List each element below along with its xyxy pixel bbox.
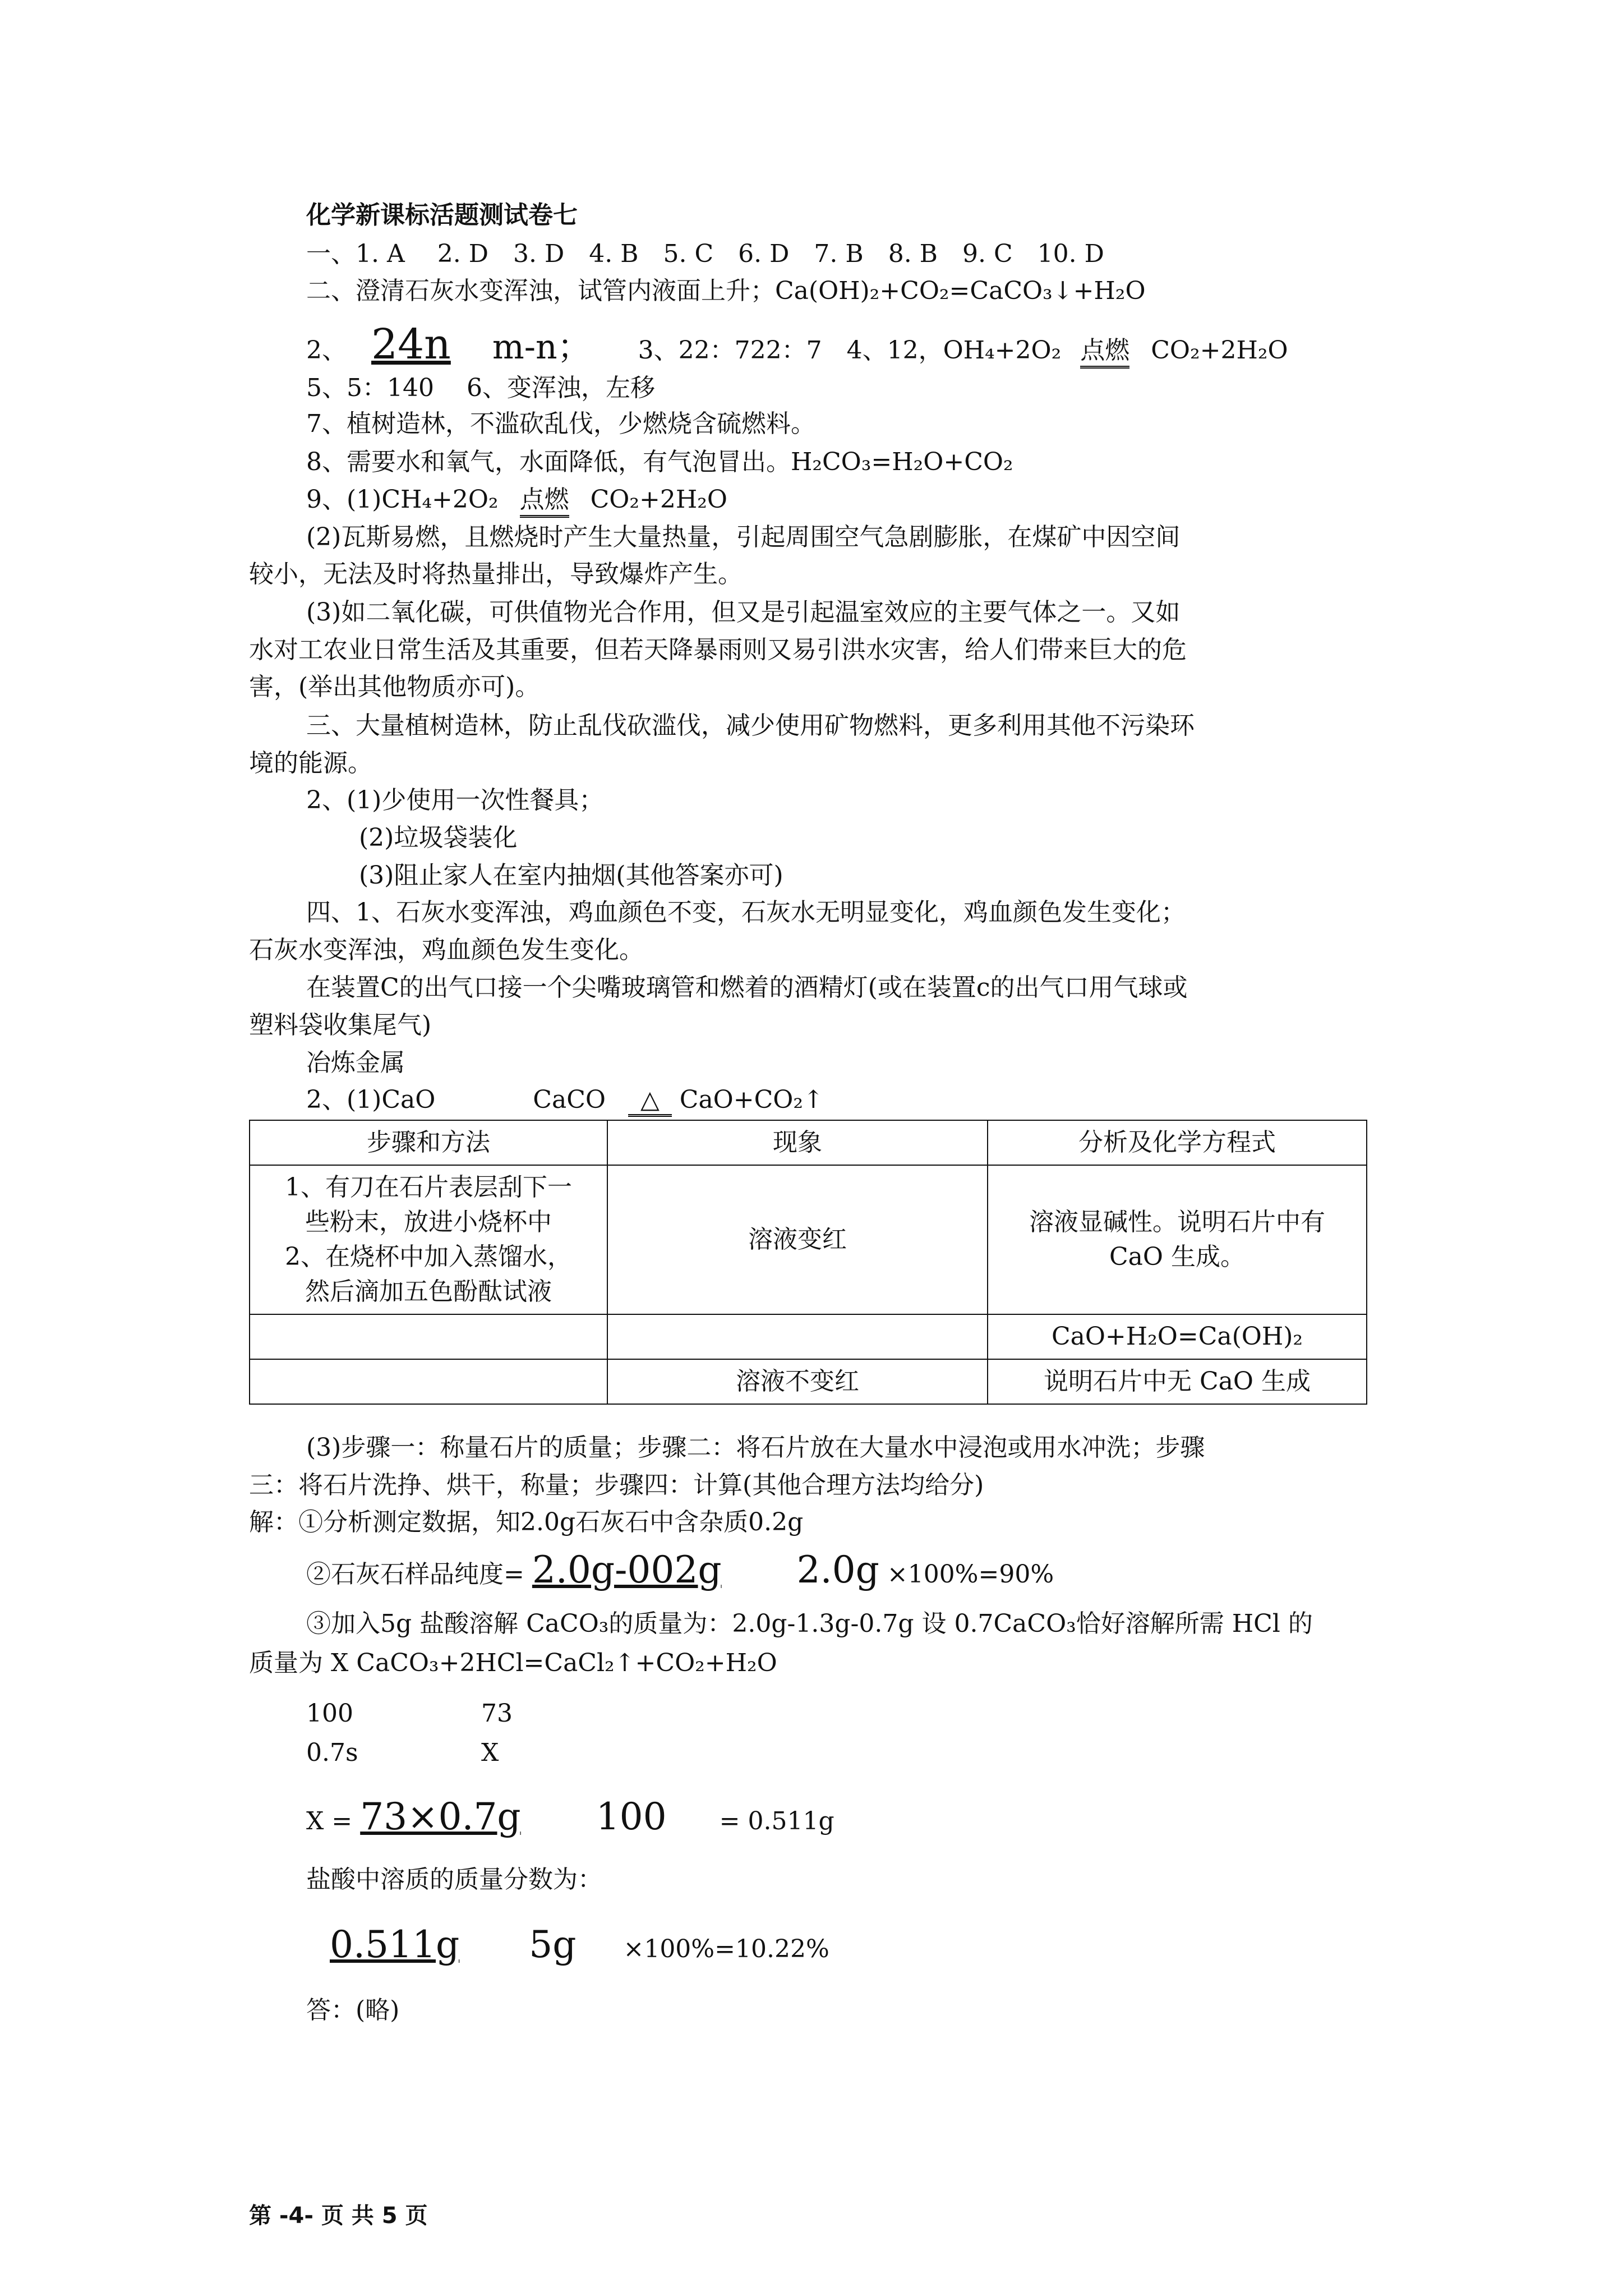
table-header-row xyxy=(250,1120,1367,1165)
answer-9-equation xyxy=(306,484,727,516)
header-phenomenon: 现象 xyxy=(607,1120,988,1165)
x-label: X = xyxy=(306,1807,353,1835)
ratio-value: 73 xyxy=(481,1699,513,1728)
fraction-numerator: 0.511g xyxy=(330,1923,460,1966)
table-row xyxy=(250,1314,1367,1359)
answer-8: 8、需要水和氧气，水面降低，有气泡冒出。H₂CO₃=H₂O+CO₂ xyxy=(306,448,1013,476)
paragraph-3-line-1: (3)如二氧化碳，可供值物光合作用，但又是引起温室效应的主要气体之一。又如 xyxy=(306,598,1181,627)
x-numerator: 73×0.7g xyxy=(360,1795,521,1838)
paragraph-2-line-2: 较小，无法及时将热量排出，导致爆炸产生。 xyxy=(249,560,743,588)
paragraph-4-line-1: 三、大量植树造林，防止乱伐砍滥伐，减少使用矿物燃料，更多利用其他不污染环 xyxy=(306,711,1195,740)
heat-condition: △ xyxy=(628,1085,672,1117)
answers-part2: 二、澄清石灰水变浑浊，试管内液面上升；Ca(OH)₂+CO₂=CaCO₃↓+H₂O xyxy=(306,277,1146,305)
step-text: 2、在烧杯中加入蒸馏水， xyxy=(285,1243,572,1271)
solution-step-2 xyxy=(306,1548,1054,1591)
paragraph-2-line-1: (2)瓦斯易燃，且燃烧时产生大量热量，引起周围空气急剧膨胀，在煤矿中因空间 xyxy=(306,523,1181,551)
answer-3-4: 3、22：722：7 4、12，OH₄+2O₂ xyxy=(638,336,1062,365)
header-steps: 步骤和方法 xyxy=(250,1120,607,1165)
paragraph-5-line-1: 四、1、石灰水变浑浊，鸡血颜色不变，石灰水无明显变化，鸡血颜色发生变化； xyxy=(306,898,1186,927)
ratio-line-2 xyxy=(306,1737,499,1769)
fraction-denominator: m-n； xyxy=(492,328,591,367)
answer-decomposition xyxy=(306,1084,824,1116)
x-denominator: 100 xyxy=(596,1795,667,1838)
table-row xyxy=(250,1165,1367,1314)
cell-analysis xyxy=(988,1165,1367,1314)
purity-denominator: 2.0g xyxy=(796,1548,879,1591)
fraction-numerator: 24n xyxy=(371,320,451,369)
page-footer: 第 -4- 页 共 5 页 xyxy=(249,2203,428,2229)
cell-analysis: CaO+H₂O=Ca(OH)₂ xyxy=(988,1314,1367,1359)
solution-step-1: 解：①分析测定数据，知2.0g石灰石中含杂质0.2g xyxy=(249,1508,804,1536)
purity-numerator: 2.0g-002g xyxy=(532,1548,722,1591)
cell-steps xyxy=(250,1314,607,1359)
step-text: 1、有刀在石片表层刮下一 xyxy=(285,1173,572,1202)
cell-analysis: 说明石片中无 CaO 生成 xyxy=(988,1359,1367,1404)
answer-sub-1: 2、(1)少使用一次性餐具； xyxy=(306,786,604,815)
ratio-value: 100 xyxy=(306,1699,353,1728)
cell-phenomenon xyxy=(607,1314,988,1359)
paragraph-3-line-3: 害，(举出其他物质亦可)。 xyxy=(249,673,540,701)
paragraph-4-line-2: 境的能源。 xyxy=(249,749,372,777)
paragraph-6-line-1: 在装置C的出气口接一个尖嘴玻璃管和燃着的酒精灯(或在装置c的出气口用气球或 xyxy=(306,973,1188,1002)
paragraph-3-line-2: 水对工农业日常生活及其重要，但若天降暴雨则又易引洪水灾害，给人们带来巨大的危 xyxy=(249,636,1187,664)
calculation-x xyxy=(306,1795,834,1838)
reactant: CaCO xyxy=(533,1085,606,1114)
paragraph-7-line-1: (3)步骤一：称量石片的质量；步骤二：将石片放在大量水中浸泡或用水冲洗；步骤 xyxy=(306,1433,1205,1462)
paragraph-8-line-2: 质量为 X CaCO₃+2HCl=CaCl₂↑+CO₂+H₂O xyxy=(249,1649,777,1677)
answers-part1: 一、1. A 2. D 3. D 4. B 5. C 6. D 7. B 8. B 9. C 10. D xyxy=(306,240,1104,268)
ignite-condition: 点燃 xyxy=(1080,336,1129,369)
answer-line-2-3-4 xyxy=(306,320,1288,369)
mass-fraction-label: 盐酸中溶质的质量分数为： xyxy=(306,1865,602,1894)
answer-7: 7、植树造林，不滥砍乱伐，少燃烧含硫燃料。 xyxy=(306,409,815,438)
cell-phenomenon: 溶液不变红 xyxy=(607,1359,988,1404)
fraction-denominator: 5g xyxy=(529,1923,577,1966)
ratio-value: 0.7s xyxy=(306,1738,358,1767)
cell-steps xyxy=(250,1165,607,1314)
answer-sub-2: (2)垃圾袋装化 xyxy=(359,823,518,852)
smelting-metal: 冶炼金属 xyxy=(306,1048,405,1077)
document-title: 化学新课标活题测试卷七 xyxy=(306,201,578,229)
paragraph-7-line-2: 三：将石片洗挣、烘干，称量；步骤四：计算(其他合理方法均给分) xyxy=(249,1471,984,1499)
purity-label: ②石灰石样品纯度= xyxy=(306,1560,524,1589)
answer-label: 2、(1)CaO xyxy=(306,1085,436,1114)
products: CO₂+2H₂O xyxy=(590,485,727,514)
paragraph-5-line-2: 石灰水变浑浊，鸡血颜色发生变化。 xyxy=(249,936,644,964)
step-text: 然后滴加五色酚酞试液 xyxy=(305,1277,552,1306)
product: CO₂+2H₂O xyxy=(1151,336,1288,365)
experiment-table xyxy=(249,1120,1367,1405)
purity-result: ×100%=90% xyxy=(887,1560,1054,1589)
ratio-line-1 xyxy=(306,1697,513,1730)
reactants: 9、(1)CH₄+2O₂ xyxy=(306,485,499,514)
fraction-result: ×100%=10.22% xyxy=(623,1935,829,1963)
cell-steps xyxy=(250,1359,607,1404)
cell-phenomenon: 溶液变红 xyxy=(607,1165,988,1314)
answers-5-6: 5、5：140 6、变浑浊，左移 xyxy=(306,374,655,402)
products: CaO+CO₂↑ xyxy=(679,1085,824,1114)
table-row xyxy=(250,1359,1367,1404)
header-analysis: 分析及化学方程式 xyxy=(988,1120,1367,1165)
paragraph-8-line-1: ③加入5g 盐酸溶解 CaCO₃的质量为：2.0g-1.3g-0.7g 设 0.7CaCO₃恰好溶解所需 HCl 的 xyxy=(306,1609,1313,1638)
x-result: = 0.511g xyxy=(719,1807,834,1835)
step-text: 些粉末，放进小烧杯中 xyxy=(305,1208,552,1236)
ignite-condition-2: 点燃 xyxy=(520,485,569,518)
final-answer: 答：(略) xyxy=(306,1996,400,2024)
paragraph-6-line-2: 塑料袋收集尾气) xyxy=(249,1011,432,1039)
answer-sub-3: (3)阻止家人在室内抽烟(其他答案亦可) xyxy=(359,861,783,890)
analysis-text: CaO 生成。 xyxy=(1109,1243,1245,1271)
item-2-label: 2、 xyxy=(306,336,347,365)
mass-fraction-calc xyxy=(330,1923,829,1966)
ratio-value: X xyxy=(481,1738,499,1767)
analysis-text: 溶液显碱性。说明石片中有 xyxy=(1029,1208,1325,1236)
